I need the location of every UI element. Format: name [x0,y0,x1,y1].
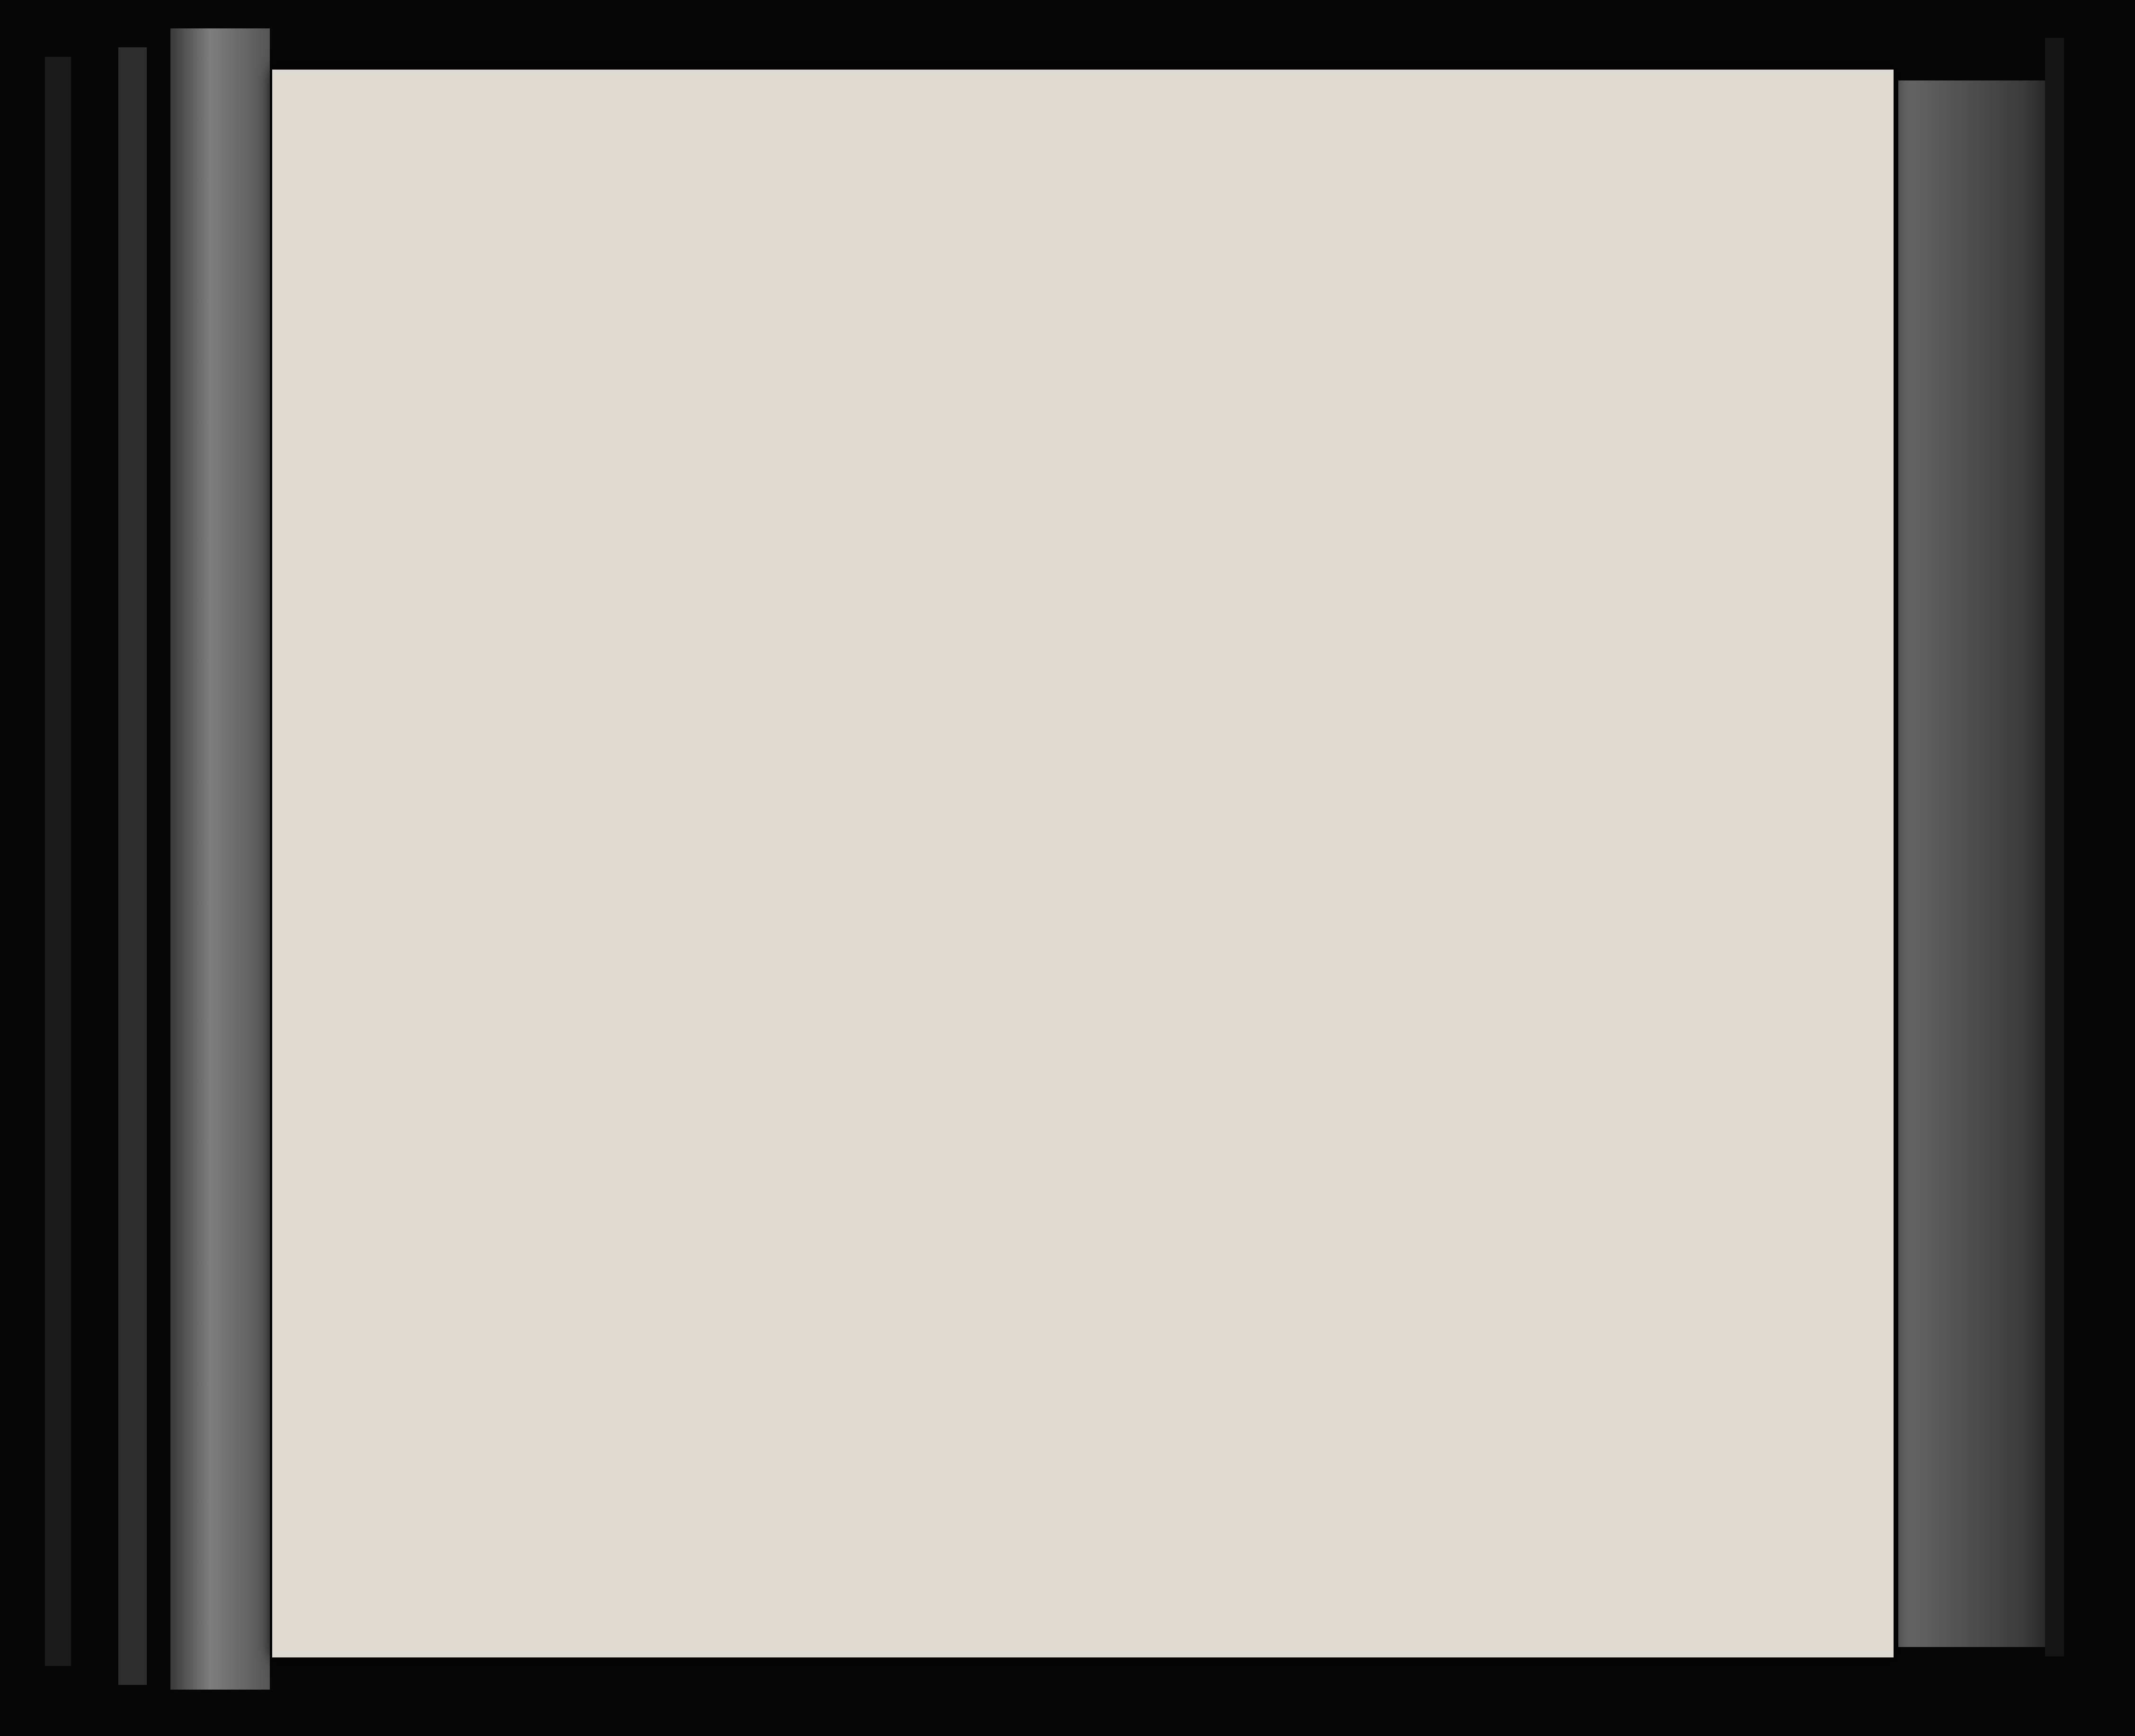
scan-edge-right [2045,38,2064,1656]
book-binding-right [1898,80,2055,1647]
scan-edge-left [45,57,71,1666]
manifest-grid [272,70,1894,1657]
manifest-page [272,70,1894,1657]
book-binding-left [170,28,270,1690]
scan-edge-left-2 [118,47,147,1685]
